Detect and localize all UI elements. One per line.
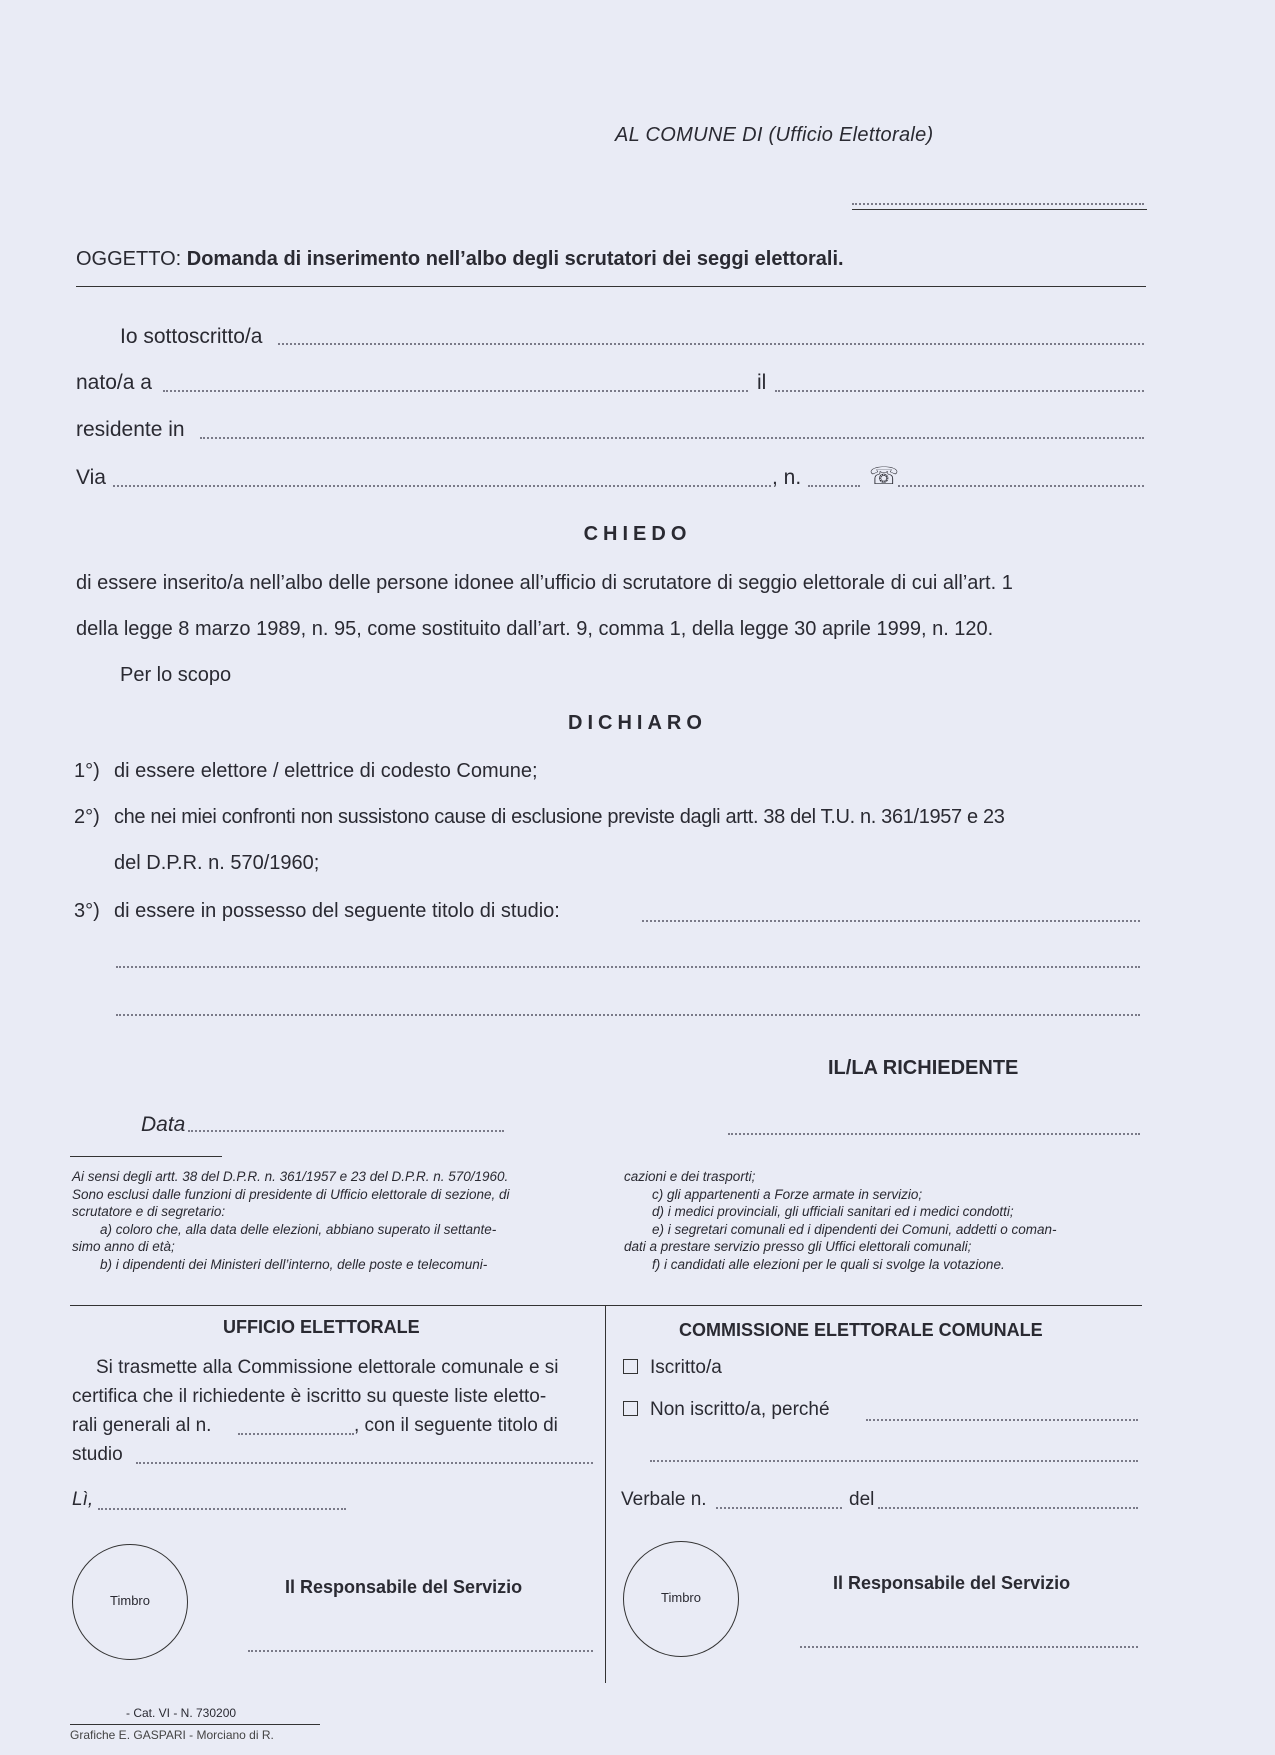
request-line-2: della legge 8 marzo 1989, n. 95, come sostituito dall’art. 9, comma 1, della legge 30 aprile 1999, n. 120. [76, 618, 994, 640]
addressee: AL COMUNE DI (Ufficio Elettorale) [615, 124, 934, 146]
degree-field-1[interactable] [642, 920, 1140, 922]
ufficio-text-1: Si trasmette alla Commissione elettorale comunale e si [96, 1357, 559, 1378]
declare-heading: DICHIARO [568, 712, 707, 734]
signature-field[interactable] [728, 1133, 1140, 1135]
birthplace-field[interactable] [163, 390, 748, 392]
declare-item-1: di essere elettore / elettrice di codesto Comune; [114, 760, 538, 782]
footnote-right-line: dati a prestare servizio presso gli Uffici elettorali comunali; [624, 1239, 972, 1254]
ufficio-degree-field[interactable] [136, 1462, 593, 1464]
boxes-divider [605, 1305, 606, 1683]
declare-item-3: di essere in possesso del seguente titolo di studio: [114, 900, 560, 922]
number-field[interactable] [808, 485, 860, 487]
footer-rule [70, 1724, 320, 1725]
catalog-code: - Cat. VI - N. 730200 [126, 1706, 237, 1720]
option-non-iscritto-label: Non iscritto/a, perché [650, 1399, 830, 1420]
verbale-number-field[interactable] [716, 1507, 842, 1509]
declare-item-2a: che nei miei confronti non sussistono cause di esclusione previste dagli artt. 38 del T.U. n. 361/1957 e 23 [114, 806, 1005, 828]
declare-item-2b: del D.P.R. n. 570/1960; [114, 852, 320, 874]
checkbox-iscritto[interactable] [623, 1359, 638, 1374]
footnote-left-line: Ai sensi degli artt. 38 del D.P.R. n. 361/1957 e 23 del D.P.R. n. 570/1960. [72, 1169, 509, 1184]
ufficio-stamp-circle [72, 1544, 188, 1660]
footnote-left-line: a) coloro che, alla data delle elezioni, abbiano superato il settante- [100, 1221, 497, 1237]
list-number-field[interactable] [238, 1433, 354, 1435]
footnote-left-line: Sono esclusi dalle funzioni di presidente di Ufficio elettorale di sezione, di [72, 1186, 510, 1202]
label-number: , n. [772, 466, 802, 489]
commissione-title: COMMISSIONE ELETTORALE COMUNALE [679, 1320, 1043, 1340]
ufficio-text-3a: rali generali al n. [72, 1415, 212, 1436]
request-line-3: Per lo scopo [120, 664, 232, 686]
verbale-date-field[interactable] [878, 1507, 1138, 1509]
footnote-right-line: f) i candidati alle elezioni per le quali si svolge la votazione. [652, 1256, 1005, 1272]
footnote-right [624, 1168, 1164, 1273]
commissione-stamp-label: Timbro [661, 1590, 701, 1605]
ufficio-place-field[interactable] [98, 1508, 346, 1510]
checkbox-non-iscritto[interactable] [623, 1401, 638, 1416]
ufficio-title: UFFICIO ELETTORALE [223, 1317, 420, 1337]
commissione-stamp-circle [623, 1541, 739, 1657]
subject-text: Domanda di inserimento nell’albo degli scrutatori dei seggi elettorali. [186, 248, 844, 270]
footnote-right-line: e) i segretari comunali ed i dipendenti dei Comuni, addetti o coman- [652, 1221, 1057, 1237]
date-field[interactable] [188, 1130, 504, 1132]
phone-field[interactable] [898, 485, 1144, 487]
label-residence: residente in [76, 418, 185, 441]
declare-num-2: 2°) [74, 806, 100, 828]
footnote-right-line: c) gli appartenenti a Forze armate in servizio; [652, 1186, 923, 1202]
ufficio-responsible: Il Responsabile del Servizio [285, 1577, 523, 1597]
request-line-1: di essere inserito/a nell’albo delle persone idonee all’ufficio di scrutatore di seggio elettorale di cui all’art. 1 [76, 572, 1013, 594]
residence-field[interactable] [200, 437, 1144, 439]
verbale-date-label: del [849, 1489, 875, 1510]
reason-field-2[interactable] [650, 1460, 1138, 1462]
ufficio-text-2: certifica che il richiedente è iscritto su queste liste eletto- [72, 1386, 547, 1407]
footnote-rule [70, 1156, 222, 1157]
footnote-left [72, 1168, 612, 1273]
verbale-label: Verbale n. [621, 1489, 707, 1510]
printer-credit: Grafiche E. GASPARI - Morciano di R. [70, 1728, 274, 1742]
label-street: Via [76, 466, 106, 489]
birthdate-field[interactable] [775, 390, 1144, 392]
subject-rule [76, 286, 1146, 287]
ufficio-place: Lì, [72, 1489, 94, 1510]
label-birthdate: il [757, 371, 767, 394]
name-field[interactable] [278, 343, 1144, 345]
footnote-left-line: b) i dipendenti dei Ministeri dell’interno, delle poste e telecomuni- [100, 1256, 488, 1272]
street-field[interactable] [113, 485, 771, 487]
degree-field-2[interactable] [116, 966, 1140, 968]
option-non-iscritto[interactable] [623, 1399, 830, 1421]
footnote-right-line: d) i medici provinciali, gli ufficiali sanitari ed i medici condotti; [652, 1204, 1014, 1219]
phone-icon: ☏ [869, 463, 900, 490]
ufficio-stamp-label: Timbro [110, 1593, 150, 1608]
footnote-left-line: simo anno di età; [72, 1239, 175, 1254]
subject-label: OGGETTO: [76, 248, 182, 270]
reason-field-1[interactable] [866, 1419, 1138, 1421]
ufficio-text-3b: , con il seguente titolo di [354, 1415, 558, 1436]
label-birthplace: nato/a a [76, 371, 152, 394]
declare-num-1: 1°) [74, 760, 100, 782]
footnote-left-line: scrutatore e di segretario: [72, 1204, 226, 1219]
request-heading: CHIEDO [583, 523, 692, 545]
declare-num-3: 3°) [74, 900, 100, 922]
degree-field-3[interactable] [116, 1014, 1140, 1016]
commissione-signature-field[interactable] [800, 1646, 1138, 1648]
divider [852, 209, 1147, 210]
ufficio-text-4: studio [72, 1444, 123, 1465]
comune-field[interactable] [852, 203, 1144, 205]
boxes-top-rule [70, 1305, 1142, 1306]
footnote-right-line: cazioni e dei trasporti; [624, 1169, 756, 1184]
applicant-label: IL/LA RICHIEDENTE [828, 1057, 1019, 1079]
subject [76, 248, 844, 271]
date-label: Data [141, 1113, 186, 1136]
ufficio-signature-field[interactable] [248, 1650, 593, 1652]
option-iscritto[interactable] [623, 1357, 722, 1379]
commissione-responsible: Il Responsabile del Servizio [833, 1573, 1071, 1593]
option-iscritto-label: Iscritto/a [650, 1357, 722, 1378]
label-name: Io sottoscritto/a [120, 325, 263, 348]
